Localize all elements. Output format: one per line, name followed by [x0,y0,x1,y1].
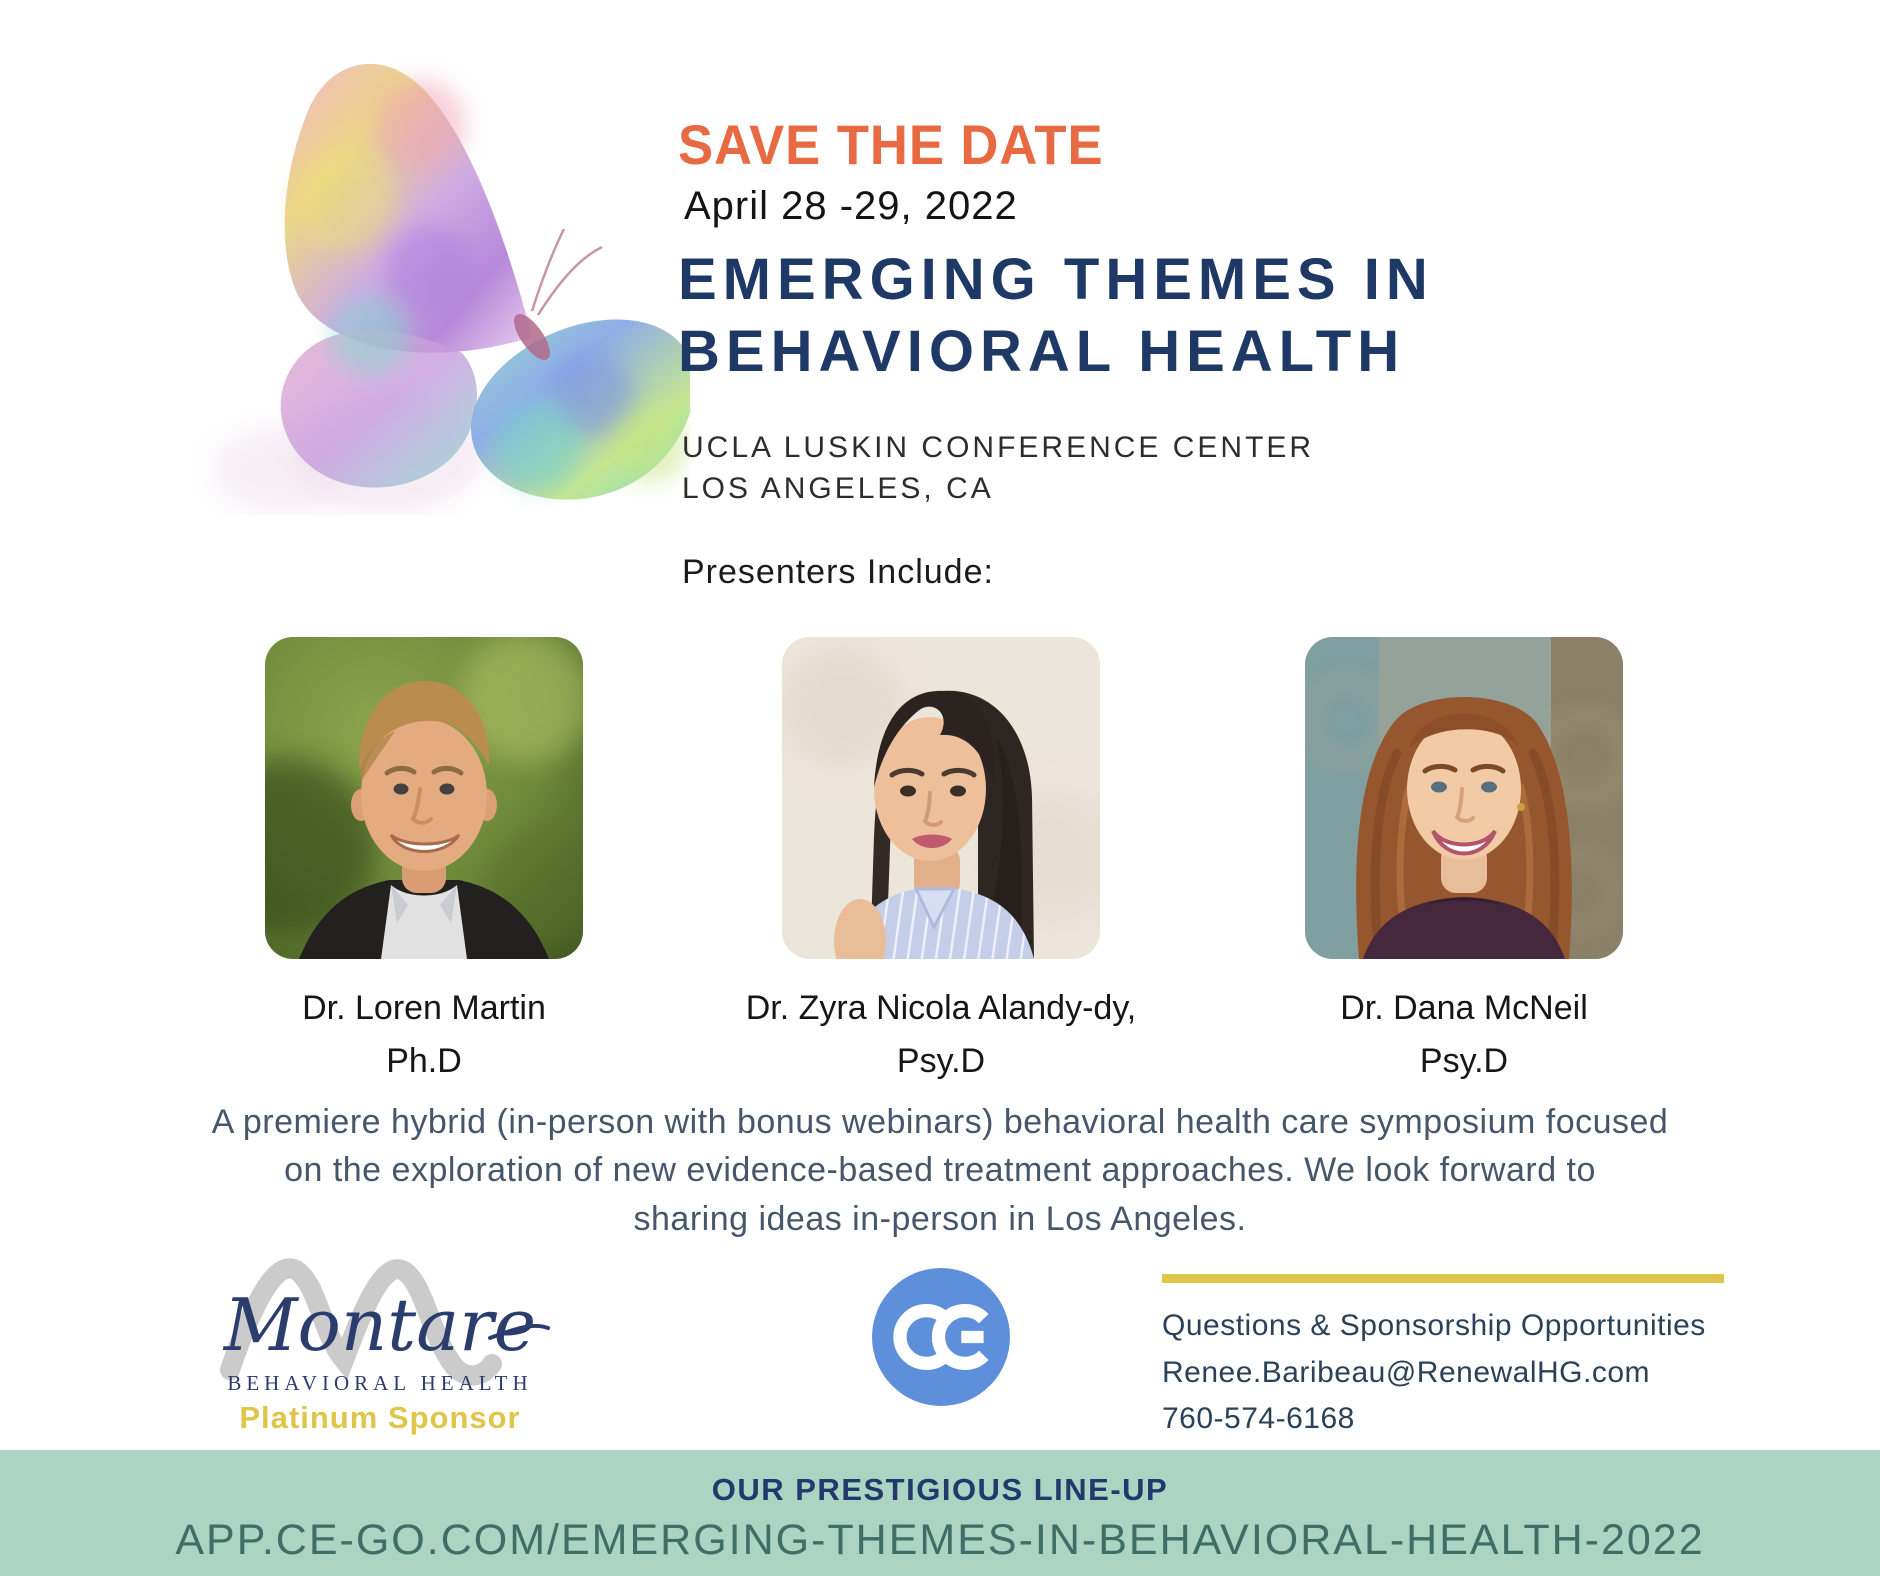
headshot-loren-martin [265,637,583,959]
contact-heading: Questions & Sponsorship Opportunities [1162,1309,1706,1342]
footer-band [0,1450,1880,1576]
event-title-line1: EMERGING THEMES IN [678,247,1434,312]
headshot-loren-martin-illustration [265,637,583,959]
headshot-zyra-nicola-alandy-dy [782,637,1100,959]
presenter-name-loren-martin [144,982,704,1087]
venue-line1: UCLA LUSKIN CONFERENCE CENTER [682,431,1315,464]
presenter-name: Dr. Zyra Nicola Alandy-dy, [745,989,1137,1027]
description-line1: A premiere hybrid (in-person with bonus webinars) behavioral health care symposium focused [211,1103,1669,1141]
event-description [110,1098,1770,1243]
venue [682,428,1314,509]
event-title-line2: BEHAVIORAL HEALTH [678,318,1406,384]
footer-heading: OUR PRESTIGIOUS LINE-UP [711,1472,1169,1507]
presenter-name: Dr. Dana McNeil [1340,989,1588,1027]
presenter-credential: Psy.D [896,1041,986,1080]
montare-logo-icon [160,1242,600,1392]
headshot-zyra-nicola-alandy-dy-illustration [782,637,1100,959]
presenters-label: Presenters Include: [682,553,994,591]
montare-subtitle: BEHAVIORAL HEALTH [227,1371,533,1395]
event-date: April 28 -29, 2022 [684,184,1018,228]
presenter-credential: Psy.D [1419,1041,1509,1080]
description-line3: sharing ideas in-person in Los Angeles. [633,1199,1247,1238]
headshot-dana-mcneil [1305,637,1623,959]
montare-sponsor-logo [160,1242,600,1436]
gold-divider-line [1162,1274,1724,1283]
platinum-sponsor-label: Platinum Sponsor [239,1400,521,1435]
ce-credit-badge [870,1266,1012,1408]
description-line2: on the exploration of new evidence-based treatment approaches. We look forward to [284,1151,1596,1190]
contact-block [1162,1274,1724,1443]
montare-script-text: Montare [223,1283,537,1367]
venue-line2: LOS ANGELES, CA [682,471,994,505]
footer-registration-url: APP.CE-GO.COM/EMERGING-THEMES-IN-BEHAVIORAL-HEALTH-2022 [175,1516,1705,1564]
presenter-name-dana-mcneil [1184,982,1744,1087]
presenter-name-zyra-alandy-dy [661,982,1221,1087]
save-the-date-heading: SAVE THE DATE [678,113,1104,176]
butterfly-watercolor-image [130,15,690,515]
contact-email: Renee.Baribeau@RenewalHG.com [1162,1355,1651,1389]
contact-phone: 760-574-6168 [1162,1402,1355,1435]
event-title [678,244,1434,388]
presenter-name: Dr. Loren Martin [302,989,546,1027]
headshot-dana-mcneil-illustration [1305,637,1623,959]
ce-badge-icon [870,1266,1012,1408]
presenter-credential: Ph.D [386,1041,462,1080]
